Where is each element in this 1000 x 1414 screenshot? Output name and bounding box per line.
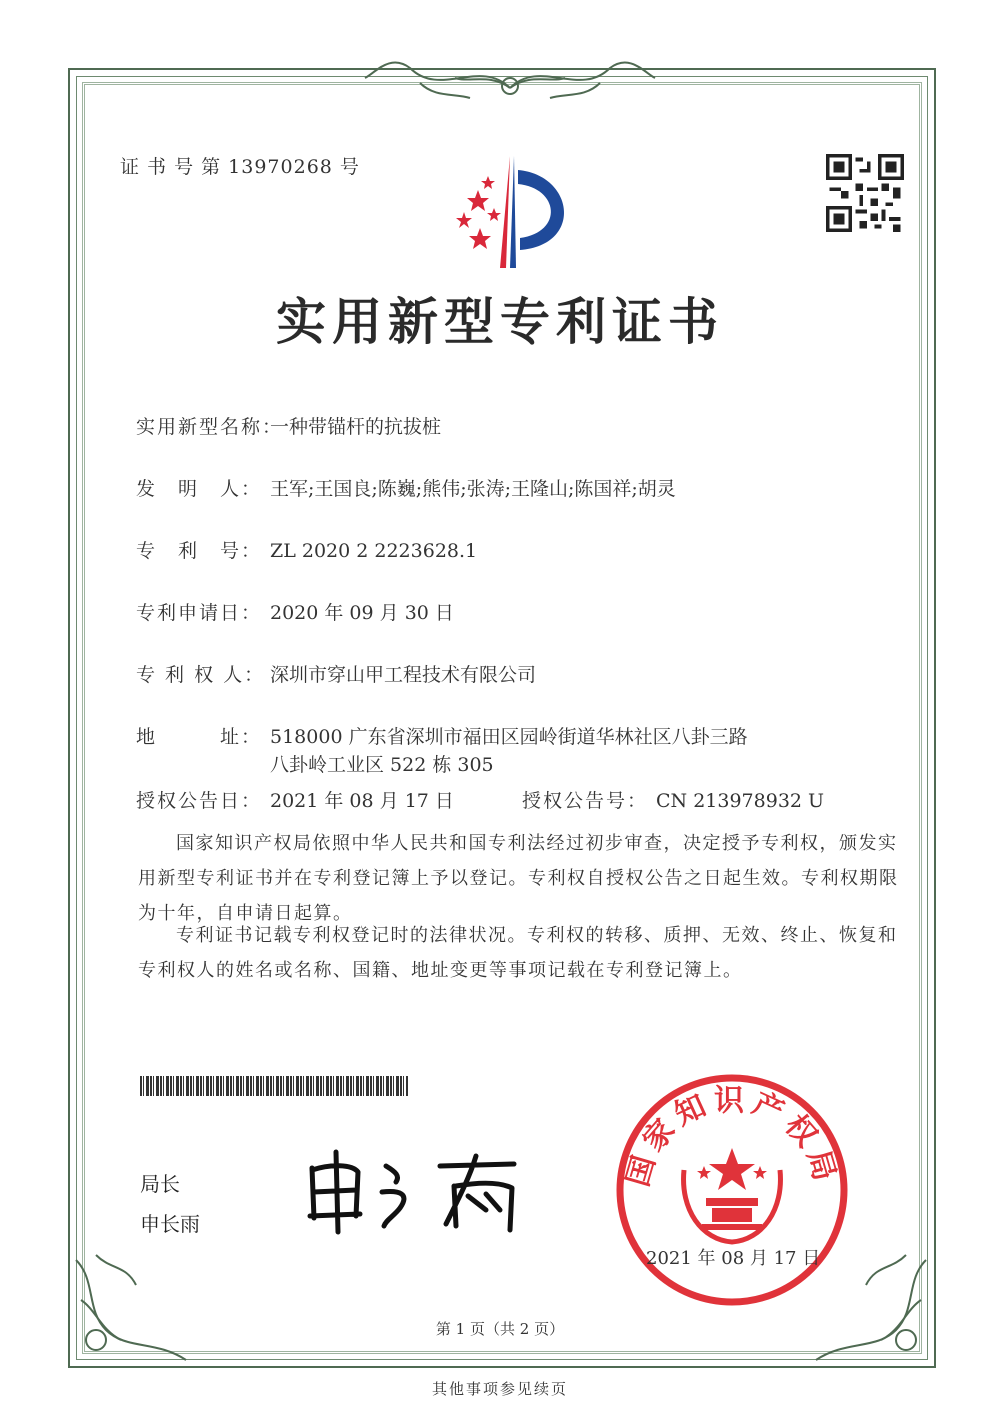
field-filing-date [136,598,454,625]
top-ornament-icon [360,48,660,108]
field-grant-no-label: 授权公告号： [522,790,649,812]
paragraph-1: 国家知识产权局依照中华人民共和国专利法经过初步审查，决定授予专利权，颁发实用新型专利证书并在专利登记簿上予以登记。专利权自授权公告之日起生效。专利权期限为十年，自申请日起算。 [138,833,899,924]
field-grant-date [136,786,454,813]
field-name-label: 实用新型名称： [136,416,284,438]
field-grant-date-value: 2021 年 08 月 17 日 [270,790,454,812]
certificate-number: 证 书 号 第 13970268 号 [120,156,360,178]
signature-icon [300,1146,530,1236]
field-patent-no [136,536,477,563]
paragraph-2: 专利证书记载专利权登记时的法律状况。专利权的转移、质押、无效、终止、恢复和专利权人的姓名或名称、国籍、地址变更等事项记载在专利登记簿上。 [138,925,898,981]
field-patent-no-value: ZL 2020 2 2223628.1 [270,540,478,562]
director-title: 局长 [140,1172,180,1196]
director-name: 申长雨 [140,1212,200,1236]
field-grant-no [522,786,824,813]
field-patentee [136,660,536,687]
field-filing-date-value: 2020 年 09 月 30 日 [270,602,454,624]
field-grant-date-label: 授权公告日： [136,790,263,812]
barcode [140,1076,408,1096]
field-patentee-value: 深圳市穿山甲工程技术有限公司 [270,664,537,686]
official-seal-icon [612,1070,852,1310]
field-name [136,412,441,439]
cnipa-logo-icon [434,150,584,274]
field-inventors [136,474,676,501]
qr-code-icon [826,154,904,232]
page-number: 第 1 页（共 2 页） [435,1320,565,1338]
field-address-value-line1: 518000 广东省深圳市福田区园岭街道华林社区八卦三路 [270,726,748,748]
field-address-label: 地 址： [136,726,263,748]
field-grant-no-value: CN 213978932 U [656,790,825,812]
field-address [136,722,748,749]
field-inventors-label: 发 明 人： [136,478,263,500]
field-address-value-line2: 八卦岭工业区 522 栋 305 [270,754,494,776]
field-name-value: 一种带锚杆的抗拔桩 [270,416,442,438]
bottom-left-ornament-icon [66,1240,196,1370]
field-patentee-label: 专 利 权 人： [136,664,266,686]
field-patent-no-label: 专 利 号： [136,540,263,562]
certificate-title: 实用新型专利证书 [276,292,724,351]
field-inventors-value: 王军;王国良;陈巍;熊伟;张涛;王隆山;陈国祥;胡灵 [270,478,676,500]
seal-text: 国家知识产权局 [620,1083,844,1191]
continuation-note: 其他事项参见续页 [431,1380,568,1398]
field-filing-date-label: 专利申请日： [136,602,263,624]
seal-date: 2021 年 08 月 17 日 [646,1248,821,1269]
